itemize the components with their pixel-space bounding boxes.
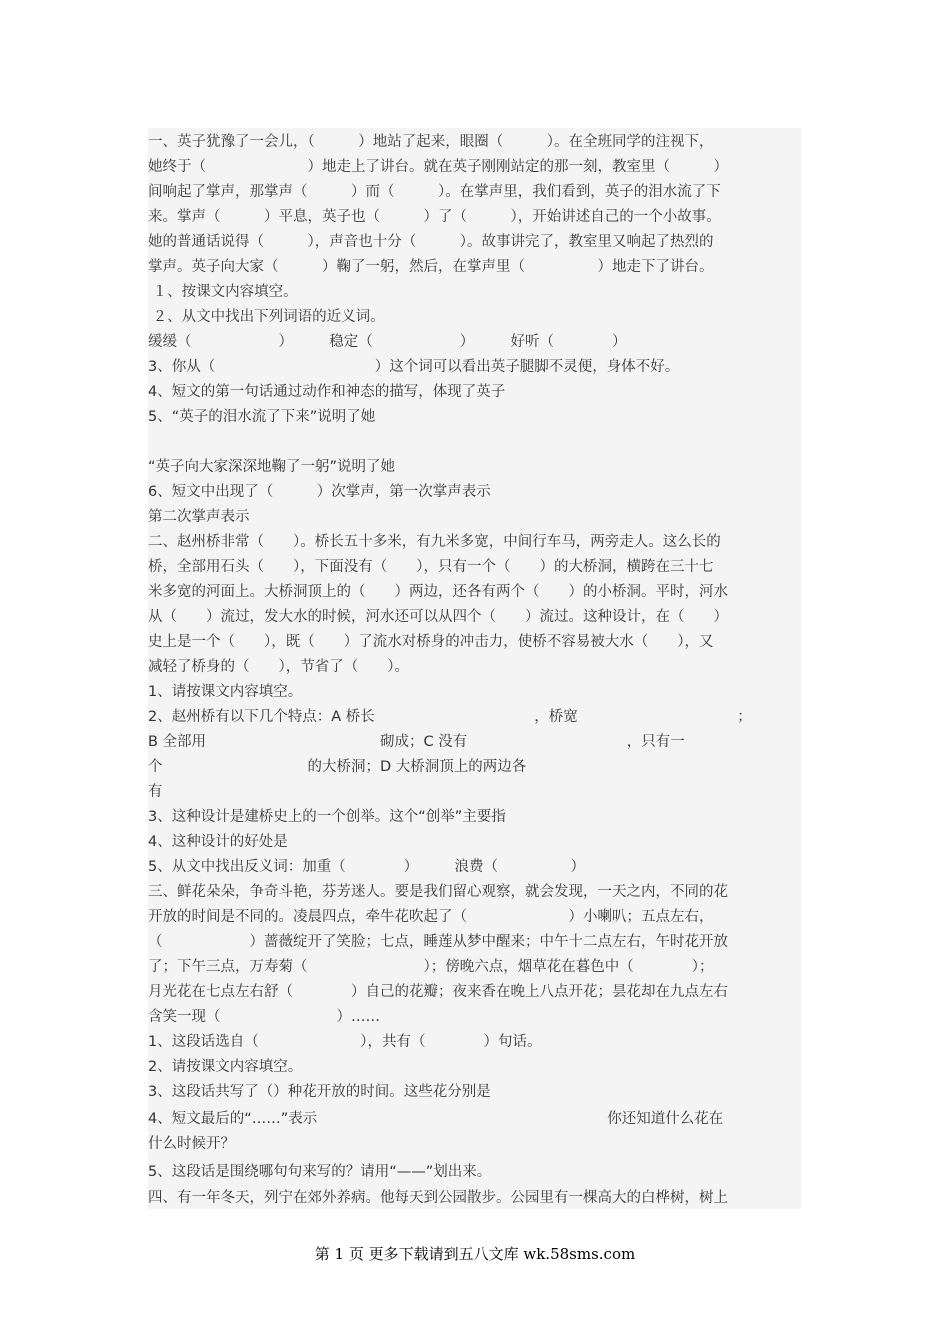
text-line: 5、这段话是围绕哪句句来写的？请用“——”划出来。 xyxy=(148,1164,492,1180)
text-line: 月光花在七点左右舒（ ）自己的花瓣；夜来香在晚上八点开花；昙花却在九点左右 xyxy=(148,984,728,1000)
text-line: B 全部用 砌成；C 没有 ，只有一 xyxy=(148,734,685,750)
text-line: 了；下午三点，万寿菊（ ）；傍晚六点，烟草花在暮色中（ ）； xyxy=(148,959,714,975)
text-line: 从（ ）流过，发大水的时候，河水还可以从四个（ ）流过。这种设计，在（ ） xyxy=(148,609,728,625)
text-line xyxy=(148,430,808,454)
text-line: 有 xyxy=(148,784,163,800)
text-line: （ ）蔷薇绽开了笑脸；七点，睡莲从梦中醒来；中午十二点左右，午时花开放 xyxy=(148,934,728,950)
text-line: 3、这段话共写了（）种花开放的时间。这些花分别是 xyxy=(148,1084,491,1100)
text-line: 桥，全部用石头（ ），下面没有（ ），只有一个（ ）的大桥洞，横跨在三十七 xyxy=(148,559,714,575)
text-line: 2、请按课文内容填空。 xyxy=(148,1059,303,1075)
text-line: 什么时候开？ xyxy=(148,1136,235,1152)
text-line: 3、这种设计是建桥史上的一个创举。这个“创举”主要指 xyxy=(148,809,506,825)
text-line: 6、短文中出现了（ ）次掌声，第一次掌声表示 xyxy=(148,484,491,500)
text-line: 三、鲜花朵朵，争奇斗艳，芬芳迷人。要是我们留心观察，就会发现，一天之内，不同的花 xyxy=(148,884,728,900)
text-line: 3、你从（ ）这个词可以看出英子腿脚不灵便，身体不好。 xyxy=(148,359,680,375)
text-line: 开放的时间是不同的。凌晨四点，牵牛花吹起了（ ）小喇叭；五点左右， xyxy=(148,909,714,925)
text-line: 1、这段话选自（ ），共有（ ）句话。 xyxy=(148,1034,542,1050)
text-line: 一、英子犹豫了一会儿，（ ）地站了起来，眼圈（ ）。在全班同学的注视下， xyxy=(148,134,714,150)
text-line: 来。掌声（ ）平息，英子也（ ）了（ ），开始讲述自己的一个小故事。 xyxy=(148,209,721,225)
text-line: 1、请按课文内容填空。 xyxy=(148,684,303,700)
text-line: 史上是一个（ ），既（ ）了流水对桥身的冲击力，使桥不容易被大水（ ），又 xyxy=(148,634,714,650)
text-line: 间响起了掌声，那掌声（ ）而（ ）。在掌声里，我们看到，英子的泪水流了下 xyxy=(148,184,721,200)
text-line: 掌声。英子向大家（ ）鞠了一躬，然后，在掌声里（ ）地走下了讲台。 xyxy=(148,259,714,275)
page-footer: 第 1 页 更多下载请到五八文库 wk.58sms.com xyxy=(314,1245,636,1263)
text-line: “英子向大家深深地鞠了一躬”说明了她 xyxy=(148,459,396,475)
text-line: 她的普通话说得（ ），声音也十分（ ）。故事讲完了，教室里又响起了热烈的 xyxy=(148,234,714,250)
text-line: 减轻了桥身的（ ），节省了（ ）。 xyxy=(148,659,409,675)
text-line: 4、短文最后的“……”表示 你还知道什么花在 xyxy=(148,1111,724,1127)
text-line: 个 的大桥洞；D 大桥洞顶上的两边各 xyxy=(148,759,527,775)
text-line: 5、“英子的泪水流了下来”说明了她 xyxy=(148,409,376,425)
text-line: 5、从文中找出反义词：加重（ ） 浪费（ ） xyxy=(148,859,585,875)
text-line: ２、从文中找出下列词语的近义词。 xyxy=(148,309,385,325)
text-line: 四、有一年冬天，列宁在郊外养病。他每天到公园散步。公园里有一棵高大的白桦树，树上 xyxy=(148,1190,728,1206)
text-line: 缓缓（ ） 稳定（ ） 好听（ ） xyxy=(148,334,627,350)
text-line: 含笑一现（ ）…… xyxy=(148,1009,380,1025)
text-line: 4、短文的第一句话通过动作和神态的描写，体现了英子 xyxy=(148,384,506,400)
text-line: 第二次掌声表示 xyxy=(148,509,250,525)
text-line: 二、赵州桥非常（ ）。桥长五十多米，有九米多宽，中间行车马，两旁走人。这么长的 xyxy=(148,534,721,550)
text-line: 4、这种设计的好处是 xyxy=(148,834,288,850)
text-line: 她终于（ ）地走上了讲台。就在英子刚刚站定的那一刻，教室里（ ） xyxy=(148,159,728,175)
text-line: 米多宽的河面上。大桥洞顶上的（ ）两边，还各有两个（ ）的小桥洞。平时，河水 xyxy=(148,584,728,600)
text-line: １、按课文内容填空。 xyxy=(148,284,298,300)
text-line: 2、赵州桥有以下几个特点：A 桥长 ，桥宽 ； xyxy=(148,709,752,725)
